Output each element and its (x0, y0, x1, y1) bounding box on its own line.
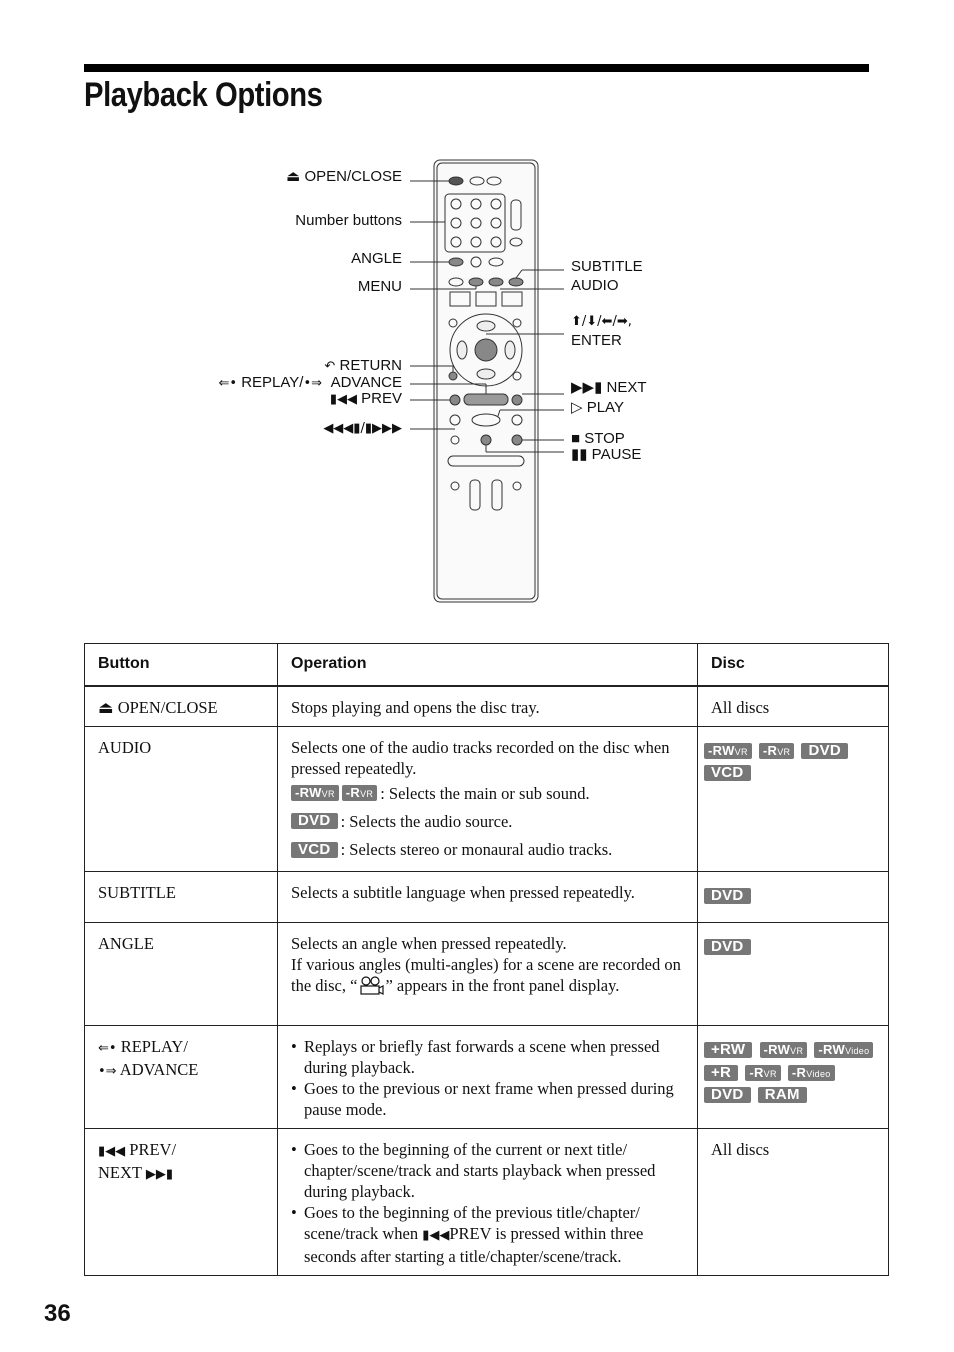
list-item: • Goes to the beginning of the previous title/chapter/ scene/track when ▮◀◀PREV is pressed within three seconds after starting a title/chapter/scene/track. (304, 1202, 684, 1267)
label-number-buttons: Number buttons (295, 212, 402, 229)
audio-line-vcd: VCD : Selects stereo or monaural audio tracks. (291, 839, 684, 861)
badge-dvd: DVD (704, 939, 751, 955)
cell-disc (698, 727, 889, 872)
label-audio: AUDIO (571, 277, 619, 294)
cell-button: SUBTITLE (85, 872, 278, 923)
label-subtitle: SUBTITLE (571, 258, 643, 275)
badge-rwvr: -RWVR (704, 743, 752, 759)
badge-rvr: -RVR (745, 1065, 780, 1081)
cell-disc (698, 1026, 889, 1129)
badge-plusrw: +RW (704, 1042, 752, 1058)
badge-ram: RAM (758, 1087, 807, 1103)
badge-vcd: VCD (704, 765, 751, 781)
audio-line-rw: -RWVR -RVR : Selects the main or sub sound. (291, 783, 684, 805)
cell-disc (698, 923, 889, 1026)
cell-button: ANGLE (85, 923, 278, 1026)
label-arrows: ⬆/⬇/⬅/➡, (571, 314, 632, 329)
cell-operation (278, 1026, 698, 1129)
cell-button (85, 1026, 278, 1129)
label-stop: ■ STOP (571, 430, 625, 447)
replay-icon: ⇐• (98, 1041, 117, 1057)
label-pause: ▮▮ PAUSE (571, 446, 642, 463)
header-button: Button (85, 644, 278, 687)
angle-line1: Selects an angle when pressed repeatedly. (291, 934, 567, 954)
cell-operation (278, 923, 698, 1026)
badge-plusr: +R (704, 1065, 738, 1081)
page-title: Playback Options (84, 76, 323, 114)
label-angle: ANGLE (351, 250, 402, 267)
cell-operation (278, 727, 698, 872)
remote-diagram (0, 0, 954, 620)
badge-dvd: DVD (704, 888, 751, 904)
playback-options-table (84, 643, 889, 1276)
header-operation: Operation (278, 644, 698, 687)
prev-icon: ▮◀◀ (98, 1144, 126, 1160)
replay-button-line: ⇐• REPLAY/ (98, 1037, 188, 1057)
audio-description: Selects one of the audio tracks recorded on the disc when pressed repeatedly. (291, 738, 670, 778)
table-header-row (85, 644, 889, 687)
badge-dvd: DVD (801, 743, 848, 759)
replay-icon: ⇐• (218, 376, 238, 391)
next-icon: ▶▶▮ (145, 1167, 173, 1183)
prev-icon: ▮◀◀ (329, 392, 357, 407)
label-play: ▷ PLAY (571, 399, 624, 416)
cell-operation (278, 1129, 698, 1276)
badge-rwvr: -RWVR (760, 1042, 808, 1058)
cell-operation: Stops playing and opens the disc tray. (278, 686, 698, 727)
header-disc: Disc (698, 644, 889, 687)
label-prev: ▮◀◀ PREV (329, 390, 402, 407)
badge-rwvr: -RWVR (291, 785, 339, 801)
badge-vcd: VCD (291, 842, 338, 858)
label-return: ↶ RETURN (324, 357, 402, 374)
label-advance: ADVANCE (330, 374, 402, 391)
label-open-close: ⏏ OPEN/CLOSE (286, 168, 402, 185)
label-enter: ENTER (571, 332, 622, 349)
advance-icon: •⇒ (98, 1064, 117, 1080)
table-row (85, 686, 889, 727)
table-row (85, 727, 889, 872)
table-row (85, 1129, 889, 1276)
cell-disc: All discs (698, 686, 889, 727)
badge-rvr: -RVR (342, 785, 377, 801)
table-row (85, 1026, 889, 1129)
page-number: 36 (44, 1300, 71, 1327)
cell-button: ⏏ OPEN/CLOSE (85, 686, 278, 727)
cell-operation: Selects a subtitle language when pressed repeatedly. (278, 872, 698, 923)
cell-button: AUDIO (85, 727, 278, 872)
list-item: • Goes to the beginning of the current or next title/ chapter/scene/track and starts playback when pressed during playback. (304, 1139, 684, 1202)
advance-icon: •⇒ (303, 376, 322, 391)
label-next: ▶▶▮ NEXT (571, 379, 647, 396)
angle-line2: If various angles (multi-angles) for a scene are recorded on the disc, “ ” appears in the front panel display. (291, 955, 681, 996)
prev-button-line: ▮◀◀ PREV/ (98, 1140, 177, 1160)
badge-rwvideo: -RWVideo (814, 1042, 873, 1058)
next-button-line: NEXT ▶▶▮ (98, 1163, 173, 1183)
cell-disc: All discs (698, 1129, 889, 1276)
audio-line-dvd: DVD : Selects the audio source. (291, 811, 684, 833)
label-replay: ⇐• REPLAY/•⇒ (218, 374, 322, 391)
cell-disc (698, 872, 889, 923)
badge-dvd: DVD (291, 813, 338, 829)
table-row (85, 923, 889, 1026)
table-row (85, 872, 889, 923)
badge-dvd: DVD (704, 1087, 751, 1103)
prev-icon: ▮◀◀ (422, 1228, 450, 1244)
label-menu: MENU (357, 278, 402, 295)
cell-button (85, 1129, 278, 1276)
badge-rvr: -RVR (759, 743, 794, 759)
advance-button-line: •⇒ ADVANCE (98, 1060, 199, 1080)
list-item: • Replays or briefly fast forwards a scene when pressed during playback. (304, 1036, 684, 1078)
badge-rvideo: -RVideo (788, 1065, 835, 1081)
angle-icon (357, 975, 385, 995)
return-icon: ↶ (324, 359, 336, 374)
label-scan-slow: ◀◀◀▮/▮▶▶▶ (323, 421, 402, 436)
list-item: • Goes to the previous or next frame when pressed during pause mode. (304, 1078, 684, 1120)
